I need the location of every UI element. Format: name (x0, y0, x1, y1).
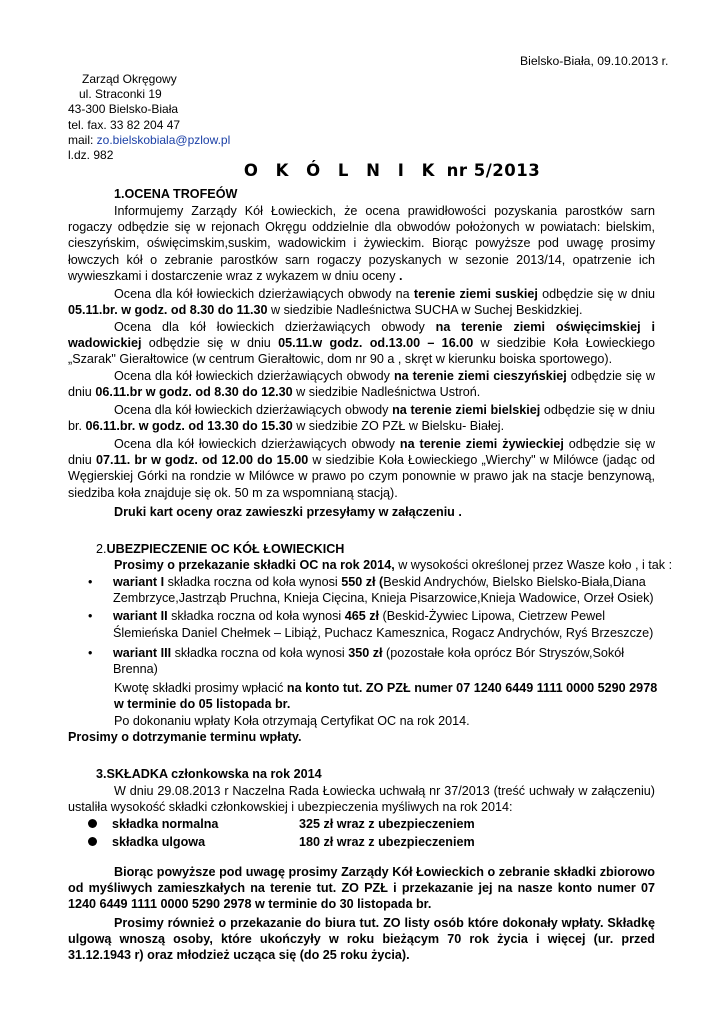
payment-text: Kwotę składki prosimy wpłacić (114, 681, 287, 695)
title-spaced: O K Ó L N I K (243, 161, 441, 180)
variant-clubs: (Beskid-Żywiec Lipowa, Cietrzew Pewel Ślemieńska Daniel Chełmek – Libiąż, Puchacz Kamesznica, Rogacz Andrychów, Ryś Brzeszcze) (113, 609, 654, 640)
section1-intro-end: . (395, 268, 403, 283)
variant-item-2 (88, 608, 655, 640)
p5-location: w siedzibie Koła Łowieckiego „Wierchy" w Milówce (jadąc od Węgierskiej Górki na rondzie w Milówce w prawo po czym ponownie w prawo jak na stacje benzynową, siedziba koła znajduje się ok. 50 m za wspomnianą stacją). (68, 453, 655, 500)
document-date: Bielsko-Biała, 09.10.2013 r. (520, 54, 669, 68)
p4-location: w siedzibie ZO PZŁ w Bielsku- Białej. (292, 419, 505, 434)
variant-item-3 (88, 645, 655, 677)
sender-address (68, 72, 230, 163)
variant-name: wariant II (113, 609, 168, 624)
p5-text-a: Ocena dla kół łowieckich dzierżawiących obwody (114, 437, 400, 451)
p4-text-a: Ocena dla kół łowieckich dzierżawiących obwody (114, 403, 393, 417)
section3-heading-rest: członkowska na rok 2014 (167, 767, 322, 781)
address-line-phone: tel. fax. 33 82 204 47 (68, 117, 181, 132)
bullet-icon: • (88, 609, 93, 624)
address-line-organization: Zarząd Okręgowy (82, 72, 177, 86)
p2-text-a: Ocena dla kół łowieckich dzierżawiących obwody (114, 320, 436, 334)
variant-text: składka roczna od koła wynosi (167, 609, 345, 624)
variant-clubs: (pozostałe koła oprócz Bór Stryszów,Sokół Brenna) (113, 645, 625, 677)
payment-account: na konto tut. ZO PZŁ numer 07 1240 6449 1111 0000 5290 2978 w terminie do 05 listopada br. (114, 681, 658, 712)
bullet-icon: • (88, 575, 93, 589)
variant-item-1 (88, 574, 655, 606)
bullet-icon: • (88, 645, 93, 660)
section1-intro-text: Informujemy Zarządy Kół Łowieckich, że ocena prawidłowości pozyskania parostków sarn rogaczy odbędzie się w rejonach Okręgu oddzielnie dla obwodów położonych w powiatach: bielskim, cieszyńskim, oświęcimskim,suskim, wadowickim i żywieckim. Biorąc powyższe pod uwagę prosimy łowczych kół o zebranie parostków sarn rogaczy pozyskanych w sezonie 2013/14, opatrzenie ich wywieszkami i dostarczenie wraz z wykazem w dniu oceny (68, 204, 655, 283)
section2-heading-text: UBEZPIECZENIE OC KÓŁ ŁOWIECKICH (106, 542, 345, 556)
mail-link[interactable]: zo.bielskobiala@pzlow.pl (96, 132, 231, 147)
variant-amount: 350 zł (348, 645, 383, 660)
p3-text-a: Ocena dla kół łowieckich dzierżawiących obwody (114, 369, 394, 383)
section2-intro (114, 557, 672, 573)
section1-paragraph-cieszyn (68, 368, 655, 400)
address-line-reference: l.dz. 982 (68, 148, 114, 163)
fee-value: 325 zł wraz z ubezpieczeniem (299, 817, 475, 831)
variant-name: wariant I (113, 575, 165, 589)
p3-date-time: 06.11.br w godz. od 8.30 do 12.30 (95, 385, 293, 400)
section3-intro: W dniu 29.08.2013 r Naczelna Rada Łowiecka uchwałą nr 37/2013 (treść uchwały w załączeniu) ustaliła wysokość składki członkowskiej i ubezpieczenia myśliwych na rok 2014: (68, 784, 655, 815)
fee-label: składka normalna (112, 817, 219, 831)
section1-closing: Druki kart oceny oraz zawieszki przesyłamy w załączeniu . (114, 505, 462, 519)
section1-paragraph-oswiecim (68, 319, 655, 368)
p4-date-time: 06.11.br. w godz. od 13.30 do 15.30 (85, 419, 293, 434)
variant-clubs: Beskid Andrychów, Bielsko Bielsko-Biała,Diana Zembrzyce,Jastrząb Pruchna, Knieja Cięcina, Knieja Pisarzowice,Knieja Wadowice, Orzeł Osiek) (113, 575, 654, 606)
variant-amount: 465 zł (344, 609, 380, 624)
section2-certificate: Po dokonaniu wpłaty Koła otrzymają Certyfikat OC na rok 2014. (114, 714, 470, 728)
section2-heading (96, 541, 344, 557)
p1-region: terenie ziemi suskiej (413, 287, 538, 301)
p2-date-time: 05.11.w godz. od.13.00 – 16.00 (278, 336, 474, 351)
document-title (0, 163, 724, 179)
p3-location: w siedzibie Nadleśnictwa Ustroń. (292, 385, 481, 400)
p2-location: w siedzibie Koła Łowieckiego „Szarak" Gierałtowice (w centrum Gierałtowic, dom nr 90 a , skręt w kierunku boiska sportowego). (68, 336, 655, 367)
fee-list (88, 816, 588, 852)
variant-amount: 550 zł ( (341, 575, 384, 589)
p4-text-c: odbędzie się w dniu br. (68, 403, 655, 434)
section1-paragraph-suska (68, 286, 655, 318)
p3-region: na terenie ziemi cieszyńskiej (393, 369, 567, 383)
fee-value: 180 zł wraz z ubezpieczeniem (299, 835, 475, 849)
section3-heading (96, 766, 322, 782)
section2-heading-number: 2. (96, 542, 107, 556)
bullet-icon (88, 837, 97, 846)
section1-intro (68, 203, 655, 284)
section3-paragraph-list: Prosimy również o przekazanie do biura tut. ZO listy osób które dokonały wpłaty. Składkę ulgową wnoszą osoby, które ukończyły w roku bieżącym 70 rok życia i więcej (ur. przed 31.12.1943 r) oraz młodzież ucząca się (do 25 roku życia). (68, 916, 655, 963)
section2-deadline: Prosimy o dotrzymanie terminu wpłaty. (68, 730, 302, 744)
fee-item-normal (88, 816, 588, 834)
p3-text-c: odbędzie się w dniu (68, 369, 655, 400)
p1-location: w siedzibie Nadleśnictwa SUCHA w Suchej Beskidzkiej. (267, 303, 583, 318)
variant-name: wariant III (113, 645, 172, 660)
p1-text-c: odbędzie się w dniu (537, 287, 655, 301)
section2-intro-bold: Prosimy o przekazanie składki OC na rok 2014, (114, 558, 395, 572)
p5-date-time: 07.11. br w godz. od 12.00 do 15.00 (95, 453, 309, 468)
address-line-mail (68, 133, 230, 148)
title-number: nr 5/2013 (440, 161, 541, 180)
bullet-icon (88, 819, 97, 828)
mail-label: mail: (68, 132, 97, 147)
variant-text: składka roczna od koła wynosi (171, 645, 349, 660)
variant-list (88, 574, 655, 677)
fee-label: składka ulgowa (112, 835, 206, 849)
p4-region: na terenie ziemi bielskiej (392, 403, 541, 417)
address-line-street: ul. Straconki 19 (79, 87, 162, 102)
p5-text-c: odbędzie się w dniu (68, 437, 655, 468)
p2-region: na terenie ziemi oświęcimskiej i wadowickiej (68, 320, 655, 351)
section3-heading-bold: 3.SKŁADKA (96, 767, 168, 781)
section1-paragraph-zywiec (68, 436, 655, 501)
fee-item-reduced (88, 834, 588, 852)
address-line-city: 43-300 Bielsko-Biała (68, 102, 179, 117)
section2-intro-rest: w wysokości określonej przez Wasze koło , i tak : (394, 558, 673, 572)
p2-text-c: odbędzie się w dniu (141, 336, 279, 351)
p1-text-a: Ocena dla kół łowieckich dzierżawiących obwody na (114, 287, 414, 301)
variant-text: składka roczna od koła wynosi (164, 575, 342, 589)
p1-date-time: 05.11.br. w godz. od 8.30 do 11.30 (68, 303, 268, 318)
section3-paragraph-collection: Biorąc powyższe pod uwagę prosimy Zarządy Kół Łowieckich o zebranie składki zbiorowo od myśliwych zamieszkałych na terenie tut. ZO PZŁ i przekazanie jej na nasze konto numer 07 1240 6449 1111 0000 5290 2978 w terminie do 30 listopada br. (68, 865, 655, 912)
section1-paragraph-bielsko (68, 402, 655, 434)
section2-payment (114, 680, 659, 712)
section1-heading: 1.OCENA TROFEÓW (114, 187, 238, 201)
p5-region: na terenie ziemi żywieckiej (399, 437, 564, 451)
